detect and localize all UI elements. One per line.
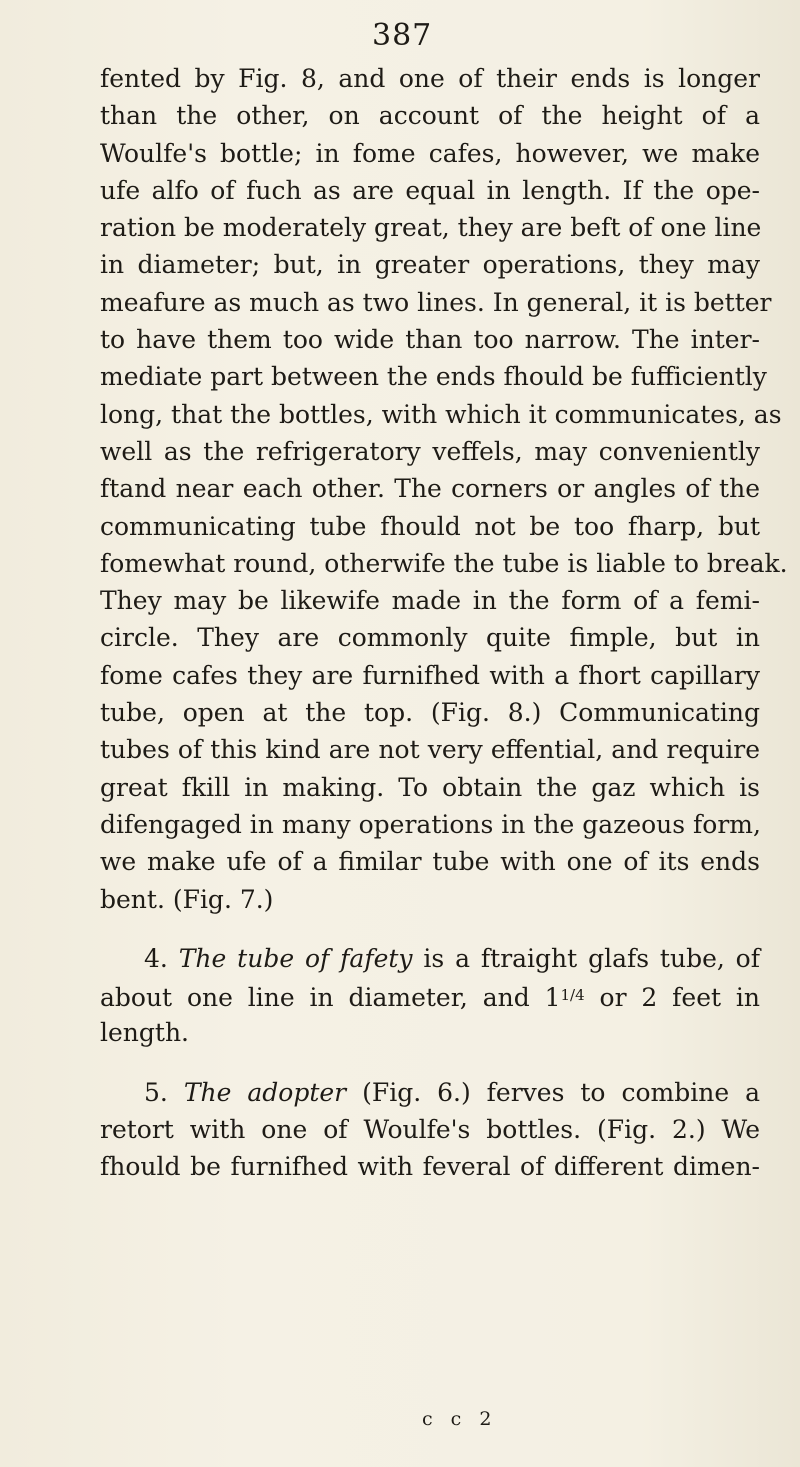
signature-mark: c c 2 [422,1408,498,1430]
text-line: Woulfe's bottle; in fome cafes, however, we make [100,138,760,168]
paragraph-adopter [100,1074,760,1186]
term-italic: The adopter [183,1077,347,1107]
text-run: or 2 feet in [599,983,761,1013]
body-text [100,60,788,1186]
text-line: mediate part between the ends fhould be fufficiently [100,362,767,392]
text-line: ration be moderately great, they are beft of one line [100,213,762,243]
text-line: in diameter; but, in greater operations, they may [100,250,760,280]
text-line [100,940,760,977]
text-run: (Fig. 6.) ferves to combine a [362,1077,760,1107]
text-line: tube, open at the top. (Fig. 8.) Communicating [100,698,760,728]
text-line [100,977,760,1014]
paragraph-tube-of-safety [100,940,760,1052]
text-line: well as the refrigeratory veffels, may conveniently [100,436,760,466]
text-line: to have them too wide than too narrow. The inter- [100,325,760,355]
text-line: fented by Fig. 8, and one of their ends is longer [100,64,760,93]
text-line: long, that the bottles, with which it communicates, as [100,399,782,429]
text-line: communicating tube fhould not be too fharp, but [100,511,760,541]
text-line: retort with one of Woulfe's bottles. (Fig. 2.) We [100,1115,760,1145]
text-line: ufe alfo of fuch as are equal in length. If the ope- [100,175,760,205]
text-line: difengaged in many operations in the gazeous form, [100,809,761,839]
text-run: is a ftraight glafs tube, of [423,943,760,973]
text-line: meafure as much as two lines. In general, it is better [100,287,772,317]
text-line: fomewhat round, otherwife the tube is liable to break. [100,548,788,578]
paragraph-number: 5. [144,1077,168,1107]
paragraph-number: 4. [144,943,168,973]
text-line: circle. They are commonly quite fimple, but in [100,623,760,653]
text-line: fhould be furnifhed with feveral of different dimen- [100,1152,760,1182]
paragraph-communicating-tubes [100,60,788,918]
text-line: than the other, on account of the height of a [100,101,760,131]
text-line: we make ufe of a fimilar tube with one of its ends [100,847,760,877]
text-run: about one line in diameter, and 1 [100,983,561,1013]
text-line: bent. (Fig. 7.) [100,884,274,914]
page-number: 387 [372,18,433,53]
term-italic: The tube of fafety [178,943,413,973]
text-line: fome cafes they are furnifhed with a fhort capillary [100,660,760,690]
text-line: ftand near each other. The corners or angles of the [100,474,760,504]
text-line: They may be likewife made in the form of a femi- [100,586,760,616]
text-line: great fkill in making. To obtain the gaz which is [100,772,760,802]
text-line: tubes of this kind are not very effential, and require [100,735,760,765]
text-line: length. [100,1018,189,1048]
fraction: 1/4 [560,986,585,1005]
text-line [100,1074,760,1111]
